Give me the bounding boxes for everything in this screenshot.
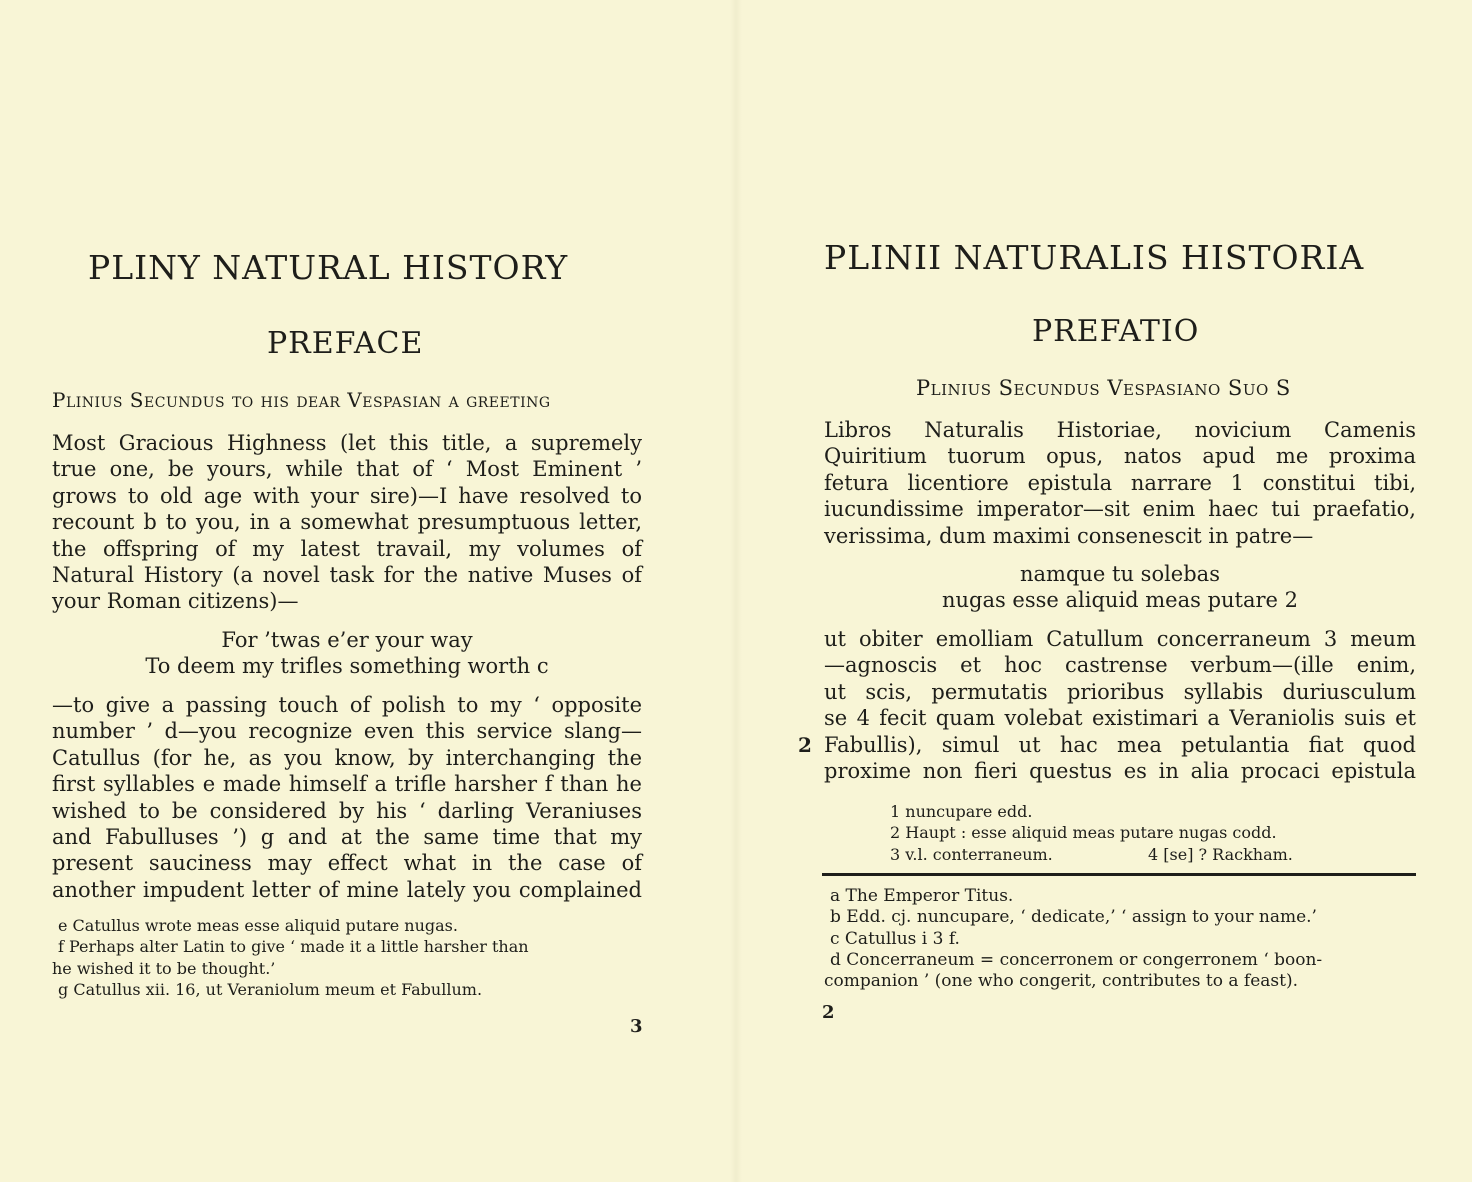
section-heading: PREFACE: [267, 326, 424, 361]
page-number: 2: [822, 1002, 835, 1023]
page-number: 3: [630, 1016, 643, 1037]
text-line: number ’ d—you recognize even this service slang—: [52, 719, 642, 744]
footnote: companion ’ (one who congerit, contributes to a feast).: [824, 971, 1298, 992]
verse-line: To deem my trifles something worth c: [145, 654, 549, 679]
footnotes: [824, 886, 1414, 992]
page-title: PLINY NATURAL HISTORY: [88, 248, 569, 287]
section-heading: PREFATIO: [1032, 314, 1200, 349]
body-paragraph: [824, 417, 1416, 549]
text-line: true one, be yours, while that of ‘ Most Eminent ’: [52, 457, 642, 482]
text-line: recount b to you, in a somewhat presumptuous letter,: [52, 510, 642, 535]
text-line: Fabullis), simul ut hac mea petulantia fiat quod: [824, 732, 1416, 757]
text-line: —to give a passing touch of polish to my ‘ opposite: [52, 693, 642, 717]
verse-line: For ’twas e’er your way: [221, 628, 473, 652]
apparatus-note: 2 Haupt : esse aliquid meas putare nugas codd.: [890, 823, 1277, 843]
text-line: grows to old age with your sire)—I have resolved to: [52, 483, 642, 508]
text-line: present sauciness may effect what in the case of: [52, 851, 642, 876]
footnotes: [52, 915, 644, 1000]
body-paragraph: [824, 626, 1416, 784]
text-line: Catullus (for he, as you know, by interchanging the: [52, 745, 642, 770]
apparatus-note: 4 [se] ? Rackham.: [1148, 844, 1293, 864]
footnote: c Catullus i 3 f.: [830, 928, 960, 949]
text-line: Libros Naturalis Historiae, novicium Camenis: [824, 418, 1416, 442]
footnote: he wished it to be thought.’: [52, 958, 276, 978]
critical-apparatus: [890, 801, 1360, 865]
text-line: first syllables e made himself a trifle harsher f than he: [52, 772, 642, 797]
text-line: verissima, dum maximi consenescit in patre—: [824, 523, 1314, 548]
footnote: d Concerraneum = concerronem or congerronem ‘ boon-: [830, 949, 1323, 970]
verse-line: namque tu solebas: [1020, 562, 1220, 586]
text-line: wished to be considered by his ‘ darling Veraniuses: [52, 798, 642, 823]
text-line: and Fabulluses ’) g and at the same time that my: [52, 825, 642, 850]
body-paragraph: [52, 430, 642, 615]
footnote: b Edd. cj. nuncupare, ‘ dedicate,’ ‘ assign to your name.’: [830, 907, 1317, 928]
footnote: g Catullus xii. 16, ut Veraniolum meum et Fabullum.: [58, 979, 483, 999]
apparatus-note: 1 nuncupare edd.: [890, 802, 1033, 821]
text-line: fetura licentiore epistula narrare 1 constitui tibi,: [824, 470, 1416, 495]
text-line: se 4 fecit quam volebat existimari a Veraniolis suis et: [824, 706, 1416, 731]
text-line: Quiritium tuorum opus, natos apud me proxima: [824, 444, 1416, 469]
verse-line: nugas esse aliquid meas putare 2: [941, 588, 1299, 613]
footnote: e Catullus wrote meas esse aliquid putare nugas.: [58, 916, 458, 935]
footnote: a The Emperor Titus.: [830, 886, 1014, 906]
apparatus-note: 3 v.l. conterraneum.: [890, 844, 1053, 864]
body-paragraph: [52, 692, 642, 903]
text-line: another impudent letter of mine lately you complained: [52, 877, 642, 902]
text-line: ut scis, permutatis prioribus syllabis duriusculum: [824, 679, 1416, 704]
verse-quote: [824, 561, 1416, 614]
verse-quote: [52, 627, 642, 680]
text-line: iucundissime imperator—sit enim haec tui praefatio,: [824, 497, 1416, 522]
text-line: proxime non fieri questus es in alia procaci epistula: [824, 759, 1416, 784]
page-title: PLINII NATURALIS HISTORIA: [824, 238, 1365, 277]
text-line: —agnoscis et hoc castrense verbum—(ille enim,: [824, 653, 1416, 678]
right-page: [736, 0, 1472, 1182]
text-line: Natural History (a novel task for the native Muses of: [52, 563, 642, 588]
text-line: ut obiter emolliam Catullum concerraneum 3 meum: [824, 627, 1416, 651]
salutation: Plinius Secundus to his dear Vespasian a greeting: [52, 388, 551, 412]
footnote-divider: [822, 873, 1416, 876]
text-line: your Roman citizens)—: [52, 589, 299, 614]
text-line: the offspring of my latest travail, my volumes of: [52, 536, 642, 561]
text-line: Most Gracious Highness (let this title, a supremely: [52, 431, 642, 455]
footnote: f Perhaps alter Latin to give ‘ made it a little harsher than: [58, 937, 529, 957]
salutation: Plinius Secundus Vespasiano Suo S: [916, 376, 1291, 400]
section-number: 2: [798, 733, 812, 757]
